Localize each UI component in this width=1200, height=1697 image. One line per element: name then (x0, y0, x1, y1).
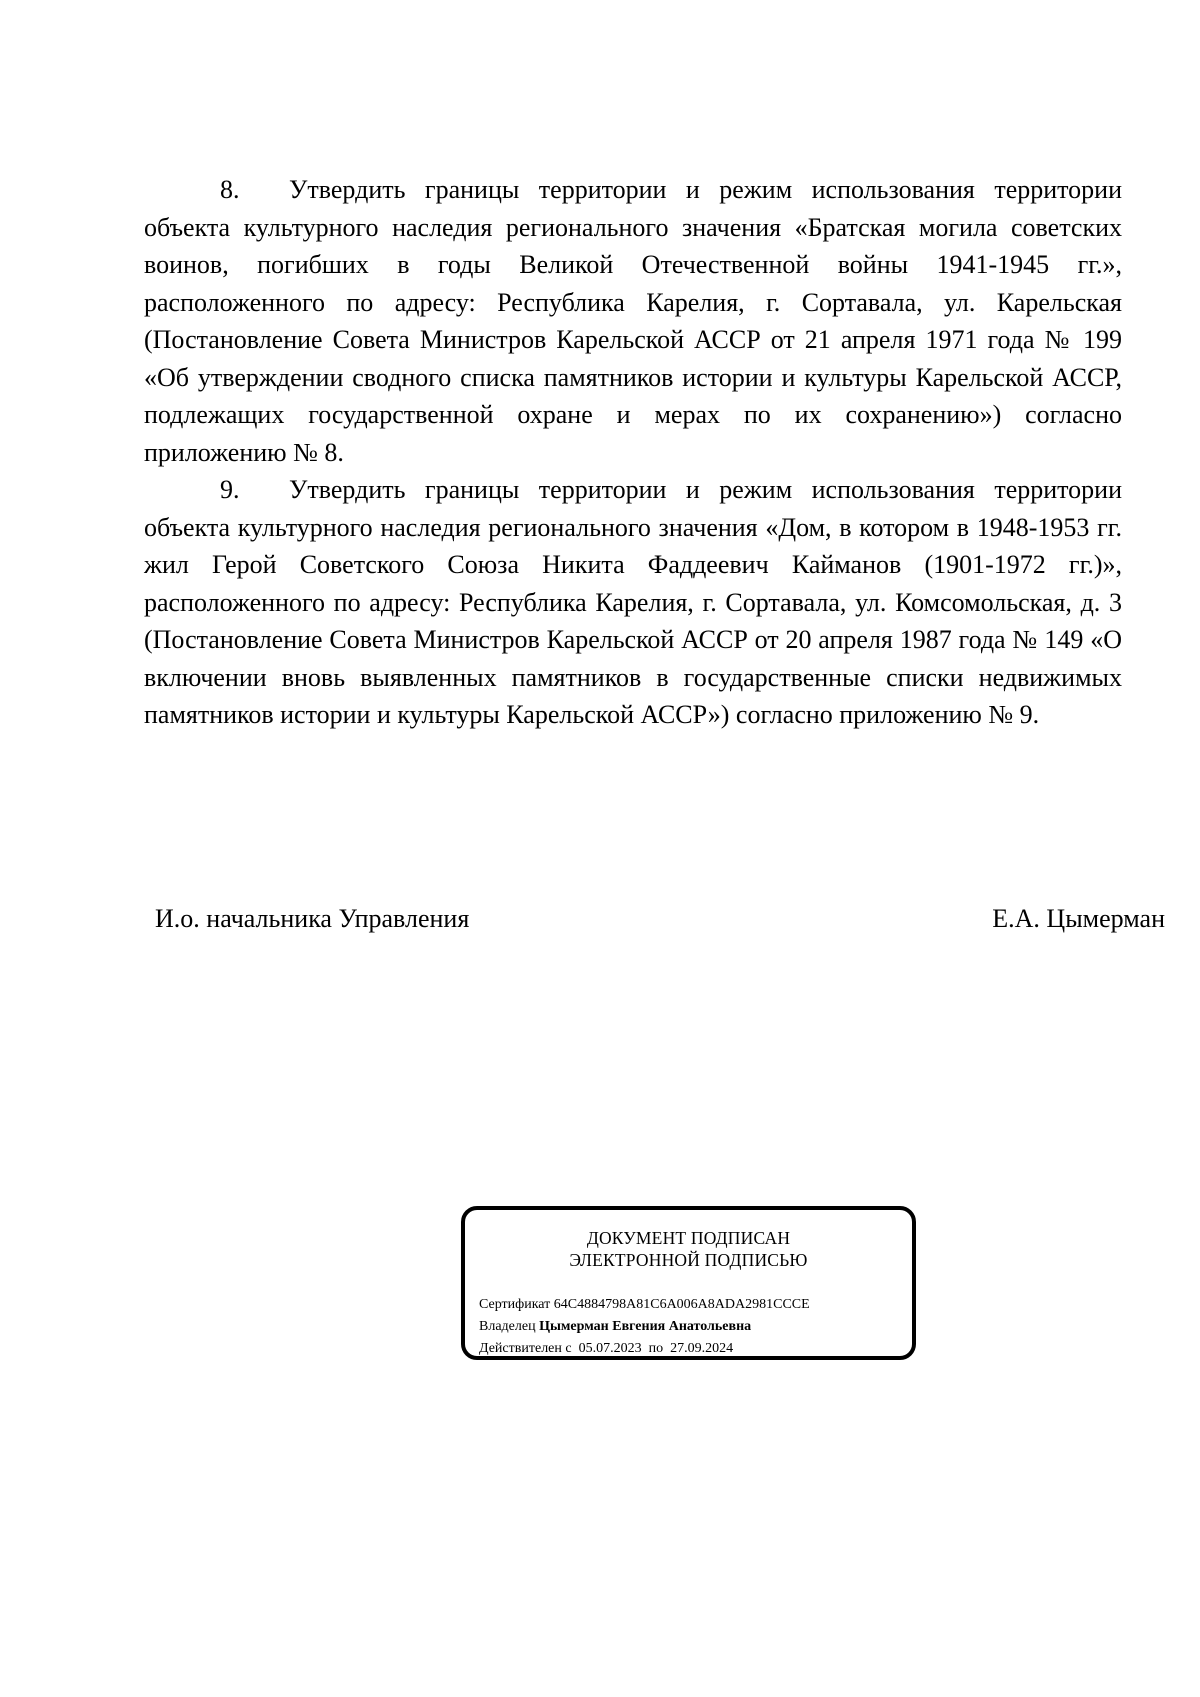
paragraph-number: 8. (220, 175, 240, 204)
certificate-label: Сертификат (479, 1297, 551, 1312)
owner-row (479, 1316, 810, 1338)
valid-to-label: по (648, 1341, 664, 1356)
valid-from: 05.07.2023 (578, 1341, 642, 1356)
valid-label: Действителен с (479, 1341, 572, 1356)
validity-row (479, 1338, 810, 1360)
paragraph-9 (144, 471, 1122, 734)
paragraph-text: Утвердить границы территории и режим использования территории объекта культурного наследия регионального значения «Дом, в котором в 1948-1953 гг. жил Герой Советского Союза Никита Фаддеевич Кайманов (1901-1972 гг.)», расположенного по адресу: Республика Карелия, г. Сортавала, ул. Комсомольская, д. 3 (Постановление Совета Министров Карельской АССР от 20 апреля 1987 года № 149 «О включении вновь выявленных памятников в государственные списки недвижимых памятников истории и культуры Карельской АССР») согласно приложению № 9. (144, 475, 1122, 729)
certificate-value: 64C4884798A81C6A006A8ADA2981CCCE (553, 1297, 810, 1312)
paragraph-number: 9. (220, 475, 240, 504)
valid-to: 27.09.2024 (670, 1341, 734, 1356)
paragraph-8 (144, 171, 1122, 471)
stamp-details (479, 1294, 810, 1360)
owner-label: Владелец (479, 1319, 536, 1334)
stamp-heading (465, 1227, 912, 1271)
certificate-row (479, 1294, 810, 1316)
signatory-name: Е.А. Цымерман (992, 904, 1165, 933)
electronic-signature-stamp (461, 1206, 916, 1360)
stamp-heading-line-1: ДОКУМЕНТ ПОДПИСАН (586, 1228, 791, 1248)
stamp-heading-line-2: ЭЛЕКТРОННОЙ ПОДПИСЬЮ (569, 1250, 808, 1270)
signatory-title: И.о. начальника Управления (155, 904, 470, 933)
paragraph-text: Утвердить границы территории и режим использования территории объекта культурного наследия регионального значения «Братская могила советских воинов, погибших в годы Великой Отечественной войны 1941-1945 гг.», расположенного по адресу: Республика Карелия, г. Сортавала, ул. Карельская (Постановление Совета Министров Карельской АССР от 21 апреля 1971 года № 199 «Об утверждении сводного списка памятников истории и культуры Карельской АССР, подлежащих государственной охране и мерах по их сохранению») согласно приложению № 8. (144, 175, 1122, 467)
owner-value: Цымерман Евгения Анатольевна (539, 1319, 752, 1334)
document-body (144, 171, 1122, 734)
